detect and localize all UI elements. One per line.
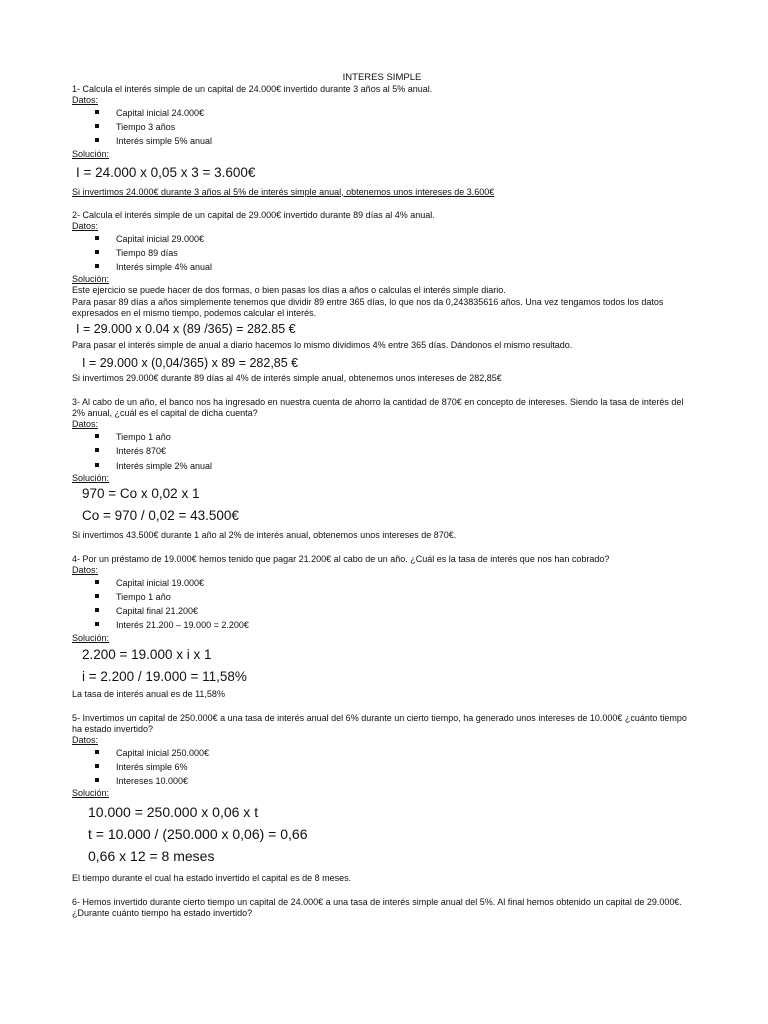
- problem-3: [72, 397, 692, 541]
- document-title: INTERES SIMPLE: [342, 72, 422, 83]
- problem-4-conclusion: La tasa de interés anual es de 11,58%: [72, 688, 225, 699]
- problem-5-formula-1: 10.000 = 250.000 x 0,06 x t: [88, 804, 259, 821]
- problem-5-conclusion: El tiempo durante el cual ha estado invertido el capital es de 8 meses.: [72, 873, 352, 884]
- solucion-label: Solución:: [72, 472, 110, 483]
- list-item: Intereses 10.000€: [72, 774, 692, 788]
- problem-1-conclusion: Si invertimos 24.000€ durante 3 años al 5% de interés simple anual, obtenemos unos intereses de 3.600€: [72, 186, 495, 197]
- problem-2-explanation-1: Este ejercicio se puede hacer de dos formas, o bien pasas los días a años o calculas el interés simple diario.: [72, 285, 506, 296]
- problem-2: [72, 210, 692, 385]
- list-item: Tiempo 1 año: [72, 590, 692, 604]
- problem-2-formula-2: I = 29.000 x (0,04/365) x 89 = 282,85 €: [82, 356, 299, 371]
- problem-4-formula-1: 2.200 = 19.000 x i x 1: [82, 646, 212, 662]
- datos-label: Datos:: [72, 220, 99, 231]
- solucion-label: Solución:: [72, 632, 110, 643]
- solucion-label: Solución:: [72, 148, 110, 159]
- problem-2-explanation-2: Para pasar 89 días a años simplemente tenemos que dividir 89 entre 365 días, lo que nos da 0,243835616 años. Una vez tengamos todos los datos expresados en el mismo tiempo, podemos calcular el interés.: [72, 297, 664, 319]
- problem-1-formula: I = 24.000 x 0,05 x 3 = 3.600€: [76, 164, 256, 180]
- solucion-label: Solución:: [72, 274, 110, 285]
- problem-2-formula-1: I = 29.000 x 0.04 x (89 /365) = 282.85 €: [76, 322, 296, 337]
- datos-label: Datos:: [72, 564, 99, 575]
- problem-4: [72, 554, 692, 700]
- list-item: Tiempo 1 año: [72, 430, 692, 444]
- list-item: Interés simple 2% anual: [72, 459, 692, 473]
- problem-1-datos-list: [72, 106, 692, 149]
- list-item: Capital inicial 250.000€: [72, 746, 692, 760]
- datos-label: Datos:: [72, 419, 99, 430]
- list-item: Capital inicial 19.000€: [72, 576, 692, 590]
- problem-6: [72, 897, 692, 919]
- list-item: Interés 870€: [72, 444, 692, 458]
- datos-label: Datos:: [72, 734, 99, 745]
- list-item: Capital inicial 29.000€: [72, 232, 692, 246]
- list-item: Interés simple 5% anual: [72, 134, 692, 148]
- list-item: Interés 21.200 – 19.000 = 2.200€: [72, 618, 692, 632]
- problem-3-formula-1: 970 = Co x 0,02 x 1: [82, 485, 200, 501]
- problem-3-formula-2: Co = 970 / 0,02 = 43.500€: [82, 507, 239, 523]
- problem-5-formula-2: t = 10.000 / (250.000 x 0,06) = 0,66: [88, 826, 308, 843]
- list-item: Capital inicial 24.000€: [72, 106, 692, 120]
- list-item: Tiempo 89 días: [72, 246, 692, 260]
- problem-3-conclusion: Si invertimos 43.500€ durante 1 año al 2% de interés anual, obtenemos unos intereses de 870€.: [72, 529, 457, 540]
- list-item: Capital final 21.200€: [72, 604, 692, 618]
- problem-5-question: 5- Invertimos un capital de 250.000€ a una tasa de interés anual del 6% durante un cierto tiempo, ha generado unos intereses de 10.000€ ¿cuánto tiempo ha estado invertido?: [72, 712, 687, 734]
- problem-4-question: 4- Por un préstamo de 19.000€ hemos tenido que pagar 21.200€ al cabo de un año. ¿Cuál es la tasa de interés que nos han cobrado?: [72, 553, 610, 564]
- problem-1: [72, 84, 692, 198]
- problem-2-conclusion: Si invertimos 29.000€ durante 89 días al 4% de interés simple anual, obtenemos unos intereses de 282,85€: [72, 373, 502, 384]
- solucion-label: Solución:: [72, 788, 110, 799]
- problem-3-question: 3- Al cabo de un año, el banco nos ha ingresado en nuestra cuenta de ahorro la cantidad de 870€ en concepto de intereses. Siendo la tasa de interés del 2% anual, ¿cuál es el capital de dicha cuenta?: [72, 397, 684, 419]
- problem-5-datos-list: [72, 746, 692, 789]
- problem-1-question: 1- Calcula el interés simple de un capital de 24.000€ invertido durante 3 años al 5% anual.: [72, 84, 433, 94]
- problem-2-middle-text: Para pasar el interés simple de anual a diario hacemos lo mismo dividimos 4% entre 365 días. Dándonos el mismo resultado.: [72, 340, 573, 351]
- problem-2-datos-list: [72, 232, 692, 275]
- document-page: [72, 72, 692, 919]
- list-item: Tiempo 3 años: [72, 120, 692, 134]
- problem-3-datos-list: [72, 430, 692, 473]
- datos-label: Datos:: [72, 95, 99, 105]
- list-item: Interés simple 4% anual: [72, 260, 692, 274]
- problem-5-formula-3: 0,66 x 12 = 8 meses: [88, 848, 215, 865]
- problem-4-datos-list: [72, 576, 692, 633]
- problem-4-formula-2: i = 2.200 / 19.000 = 11,58%: [82, 668, 247, 684]
- list-item: Interés simple 6%: [72, 760, 692, 774]
- problem-5: [72, 713, 692, 885]
- problem-6-question: 6- Hemos invertido durante cierto tiempo un capital de 24.000€ a una tasa de interés simple anual del 5%. Al final hemos obtenido un capital de 29.000€. ¿Durante cuánto tiempo ha estado invertido?: [72, 897, 682, 919]
- problem-2-question: 2- Calcula el interés simple de un capital de 29.000€ invertido durante 89 días al 4% anual.: [72, 209, 435, 220]
